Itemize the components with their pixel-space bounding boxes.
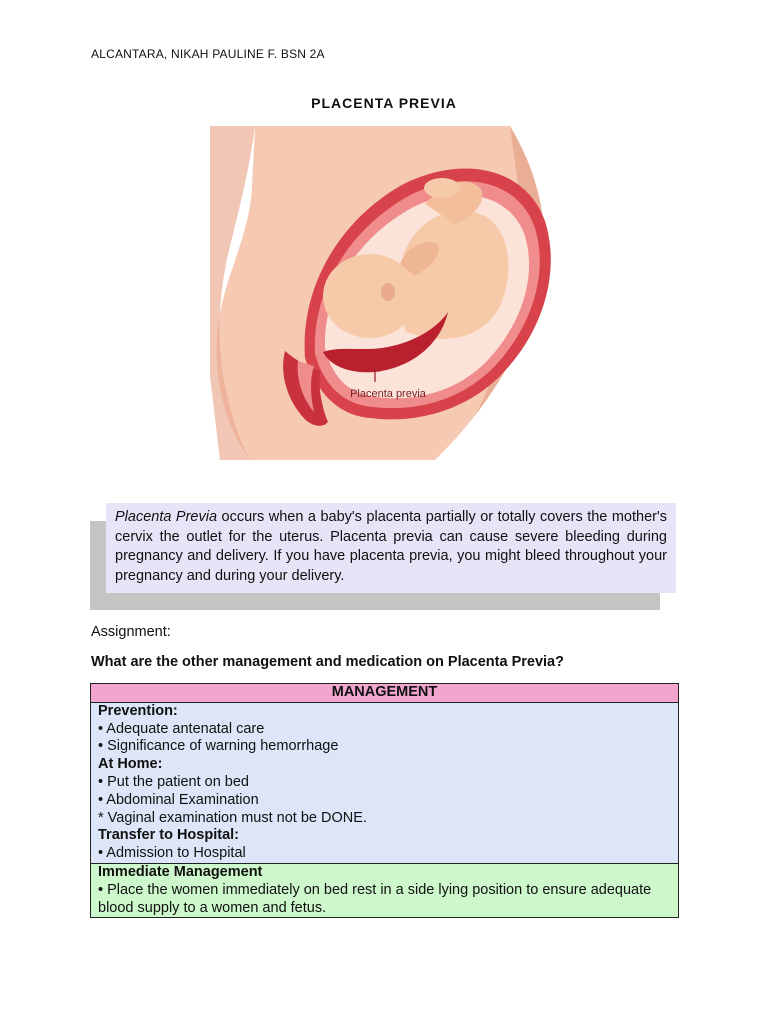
list-item: • Significance of warning hemorrhage — [98, 738, 339, 755]
list-item: * Vaginal examination must not be DONE. — [98, 809, 367, 826]
student-name: ALCANTARA, NIKAH PAULINE F. BSN 2A — [91, 47, 325, 61]
prevention-heading: Prevention: — [98, 702, 178, 719]
immediate-text: • Place the women immediately on bed rest in a side lying position to ensure adequate blood supply to a women and fetus. — [98, 881, 652, 916]
placenta-previa-illustration — [210, 126, 560, 460]
assignment-label: Assignment: — [91, 624, 171, 640]
placenta-label: Placenta previa — [350, 388, 426, 400]
table-header-row — [91, 684, 679, 703]
fetus-foot — [424, 178, 460, 198]
immediate-management-cell — [91, 863, 679, 917]
list-item: • Put the patient on bed — [98, 773, 249, 790]
list-item: • Admission to Hospital — [98, 845, 246, 862]
definition-text: occurs when a baby's placenta partially or totally covers the mother's cervix the outlet for the uterus. Placenta previa can cause severe bleeding during pregnancy and delivery. If you have placenta previa, you might bleed throughout your pregnancy and during your delivery. — [115, 509, 667, 584]
fetus-ear — [381, 283, 395, 301]
definition-term: Placenta Previa — [115, 509, 218, 525]
management-table — [90, 683, 679, 918]
general-management-cell — [91, 702, 679, 863]
definition-box — [106, 503, 676, 593]
management-header: MANAGEMENT — [91, 684, 679, 703]
transfer-heading: Transfer to Hospital: — [98, 827, 239, 844]
assignment-question: What are the other management and medication on Placenta Previa? — [91, 654, 564, 670]
immediate-heading: Immediate Management — [98, 863, 263, 880]
at-home-heading: At Home: — [98, 756, 163, 773]
table-row — [91, 702, 679, 863]
list-item: • Adequate antenatal care — [98, 720, 265, 737]
page-title: PLACENTA PREVIA — [311, 95, 457, 111]
list-item: • Abdominal Examination — [98, 791, 259, 808]
table-row — [91, 863, 679, 917]
